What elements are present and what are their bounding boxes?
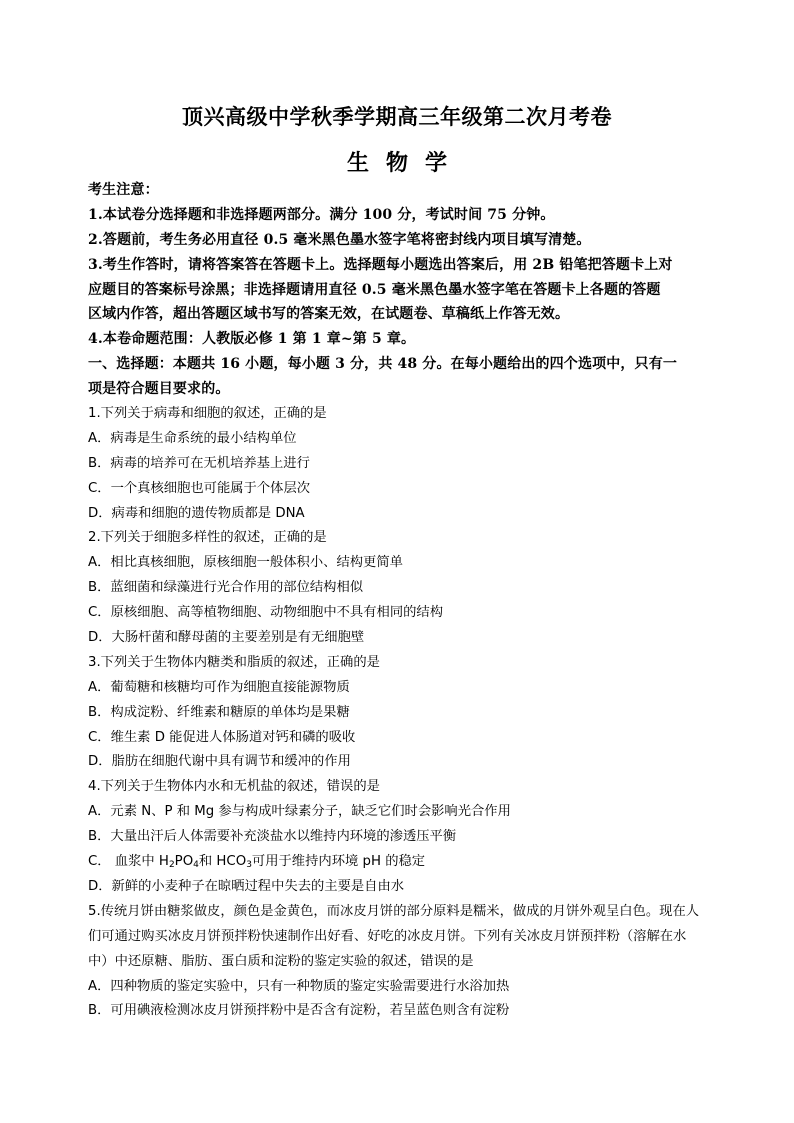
subject-title: 生物学 xyxy=(346,150,464,176)
option-c: C．原核细胞、高等植物细胞、动物细胞中不具有相同的结构 xyxy=(88,605,444,621)
section-heading-line: 项是符合题目要求的。 xyxy=(88,381,230,398)
option-a: A．相比真核细胞，原核细胞一般体积小、结构更简单 xyxy=(88,555,403,571)
question-stem: 5.传统月饼由糖浆做皮，颜色是金黄色，而冰皮月饼的部分原料是糯米，做成的月饼外观呈白色。现在人 xyxy=(88,903,700,919)
option-b: B．大量出汗后人体需要补充淡盐水以维持内环境的渗透压平衡 xyxy=(88,829,457,845)
option-b: B．病毒的培养可在无机培养基上进行 xyxy=(88,455,310,471)
notice-item: 1.本试卷分选择题和非选择题两部分。满分 100 分，考试时间 75 分钟。 xyxy=(88,206,555,223)
notice-heading: 考生注意： xyxy=(88,182,159,198)
option-a: A．四种物质的鉴定实验中，只有一种物质的鉴定实验需要进行水浴加热 xyxy=(88,978,510,994)
subscript: 4 xyxy=(193,860,199,871)
option-c-text: 和 HCO xyxy=(198,854,247,870)
section-heading-line: 一、选择题：本题共 16 小题，每小题 3 分，共 48 分。在每小题给出的四个选项中，只有一 xyxy=(88,356,677,373)
section-heading xyxy=(88,352,728,402)
question-4 xyxy=(88,775,728,899)
exam-content xyxy=(88,178,728,1024)
notice-item: 2.答题前，考生务必用直径 0.5 毫米黑色墨水签字笔将密封线内项目填写清楚。 xyxy=(88,231,591,248)
option-d: D．新鲜的小麦种子在晾晒过程中失去的主要是自由水 xyxy=(88,878,405,894)
option-c xyxy=(88,850,728,875)
question-stem: 1.下列关于病毒和细胞的叙述，正确的是 xyxy=(88,406,327,422)
option-b: B．蓝细菌和绿藻进行光合作用的部位结构相似 xyxy=(88,580,364,596)
question-stem: 中）中还原糖、脂肪、蛋白质和淀粉的鉴定实验的叙述，错误的是 xyxy=(88,953,474,969)
exam-title: 顶兴高级中学秋季学期高三年级第二次月考卷 xyxy=(182,104,612,129)
question-stem: 们可通过购买冰皮月饼预拌粉快速制作出好看、好吃的冰皮月饼。下列有关冰皮月饼预拌粉（溶解在水 xyxy=(88,928,687,944)
option-d: D．脂肪在细胞代谢中具有调节和缓冲的作用 xyxy=(88,754,351,770)
option-a: A．葡萄糖和核糖均可作为细胞直接能源物质 xyxy=(88,679,350,695)
option-b: B．构成淀粉、纤维素和糖原的单体均是果糖 xyxy=(88,704,350,720)
option-a: A．元素 N、P 和 Mg 参与构成叶绿素分子，缺乏它们时会影响光合作用 xyxy=(88,804,511,820)
option-c: C．维生素 D 能促进人体肠道对钙和磷的吸收 xyxy=(88,729,356,745)
option-a: A．病毒是生命系统的最小结构单位 xyxy=(88,430,297,446)
question-5 xyxy=(88,900,728,1024)
question-stem: 2.下列关于细胞多样性的叙述，正确的是 xyxy=(88,530,327,546)
notice-item: 应题目的答案标号涂黑；非选择题请用直径 0.5 毫米黑色墨水签字笔在答题卡上各题的答题 xyxy=(88,281,661,298)
option-d: D．大肠杆菌和酵母菌的主要差别是有无细胞壁 xyxy=(88,630,365,646)
option-c-text: PO xyxy=(174,854,194,870)
question-stem: 4.下列关于生物体内水和无机盐的叙述，错误的是 xyxy=(88,779,380,795)
notice-item: 区域内作答，超出答题区域书写的答案无效，在试题卷、草稿纸上作答无效。 xyxy=(88,306,570,323)
subscript: 2 xyxy=(168,860,175,871)
notice-item: 3.考生作答时，请将答案答在答题卡上。选择题每小题选出答案后，用 2B 铅笔把答题卡上对 xyxy=(88,256,673,273)
notice-item: 4.本卷命题范围：人教版必修 1 第 1 章~第 5 章。 xyxy=(88,331,416,348)
question-3 xyxy=(88,651,728,775)
question-1 xyxy=(88,402,728,526)
subscript: 3 xyxy=(246,860,252,871)
question-2 xyxy=(88,526,728,650)
option-c-text: 可用于维持内环境 pH 的稳定 xyxy=(251,854,426,870)
option-c: C．一个真核细胞也可能属于个体层次 xyxy=(88,480,311,496)
option-d: D．病毒和细胞的遗传物质都是 DNA xyxy=(88,505,305,521)
question-stem: 3.下列关于生物体内糖类和脂质的叙述，正确的是 xyxy=(88,654,380,670)
notice-block xyxy=(88,178,728,352)
option-b: B．可用碘液检测冰皮月饼预拌粉中是否含有淀粉，若呈蓝色则含有淀粉 xyxy=(88,1003,510,1019)
option-c-text: C． 血浆中 H xyxy=(88,854,169,870)
